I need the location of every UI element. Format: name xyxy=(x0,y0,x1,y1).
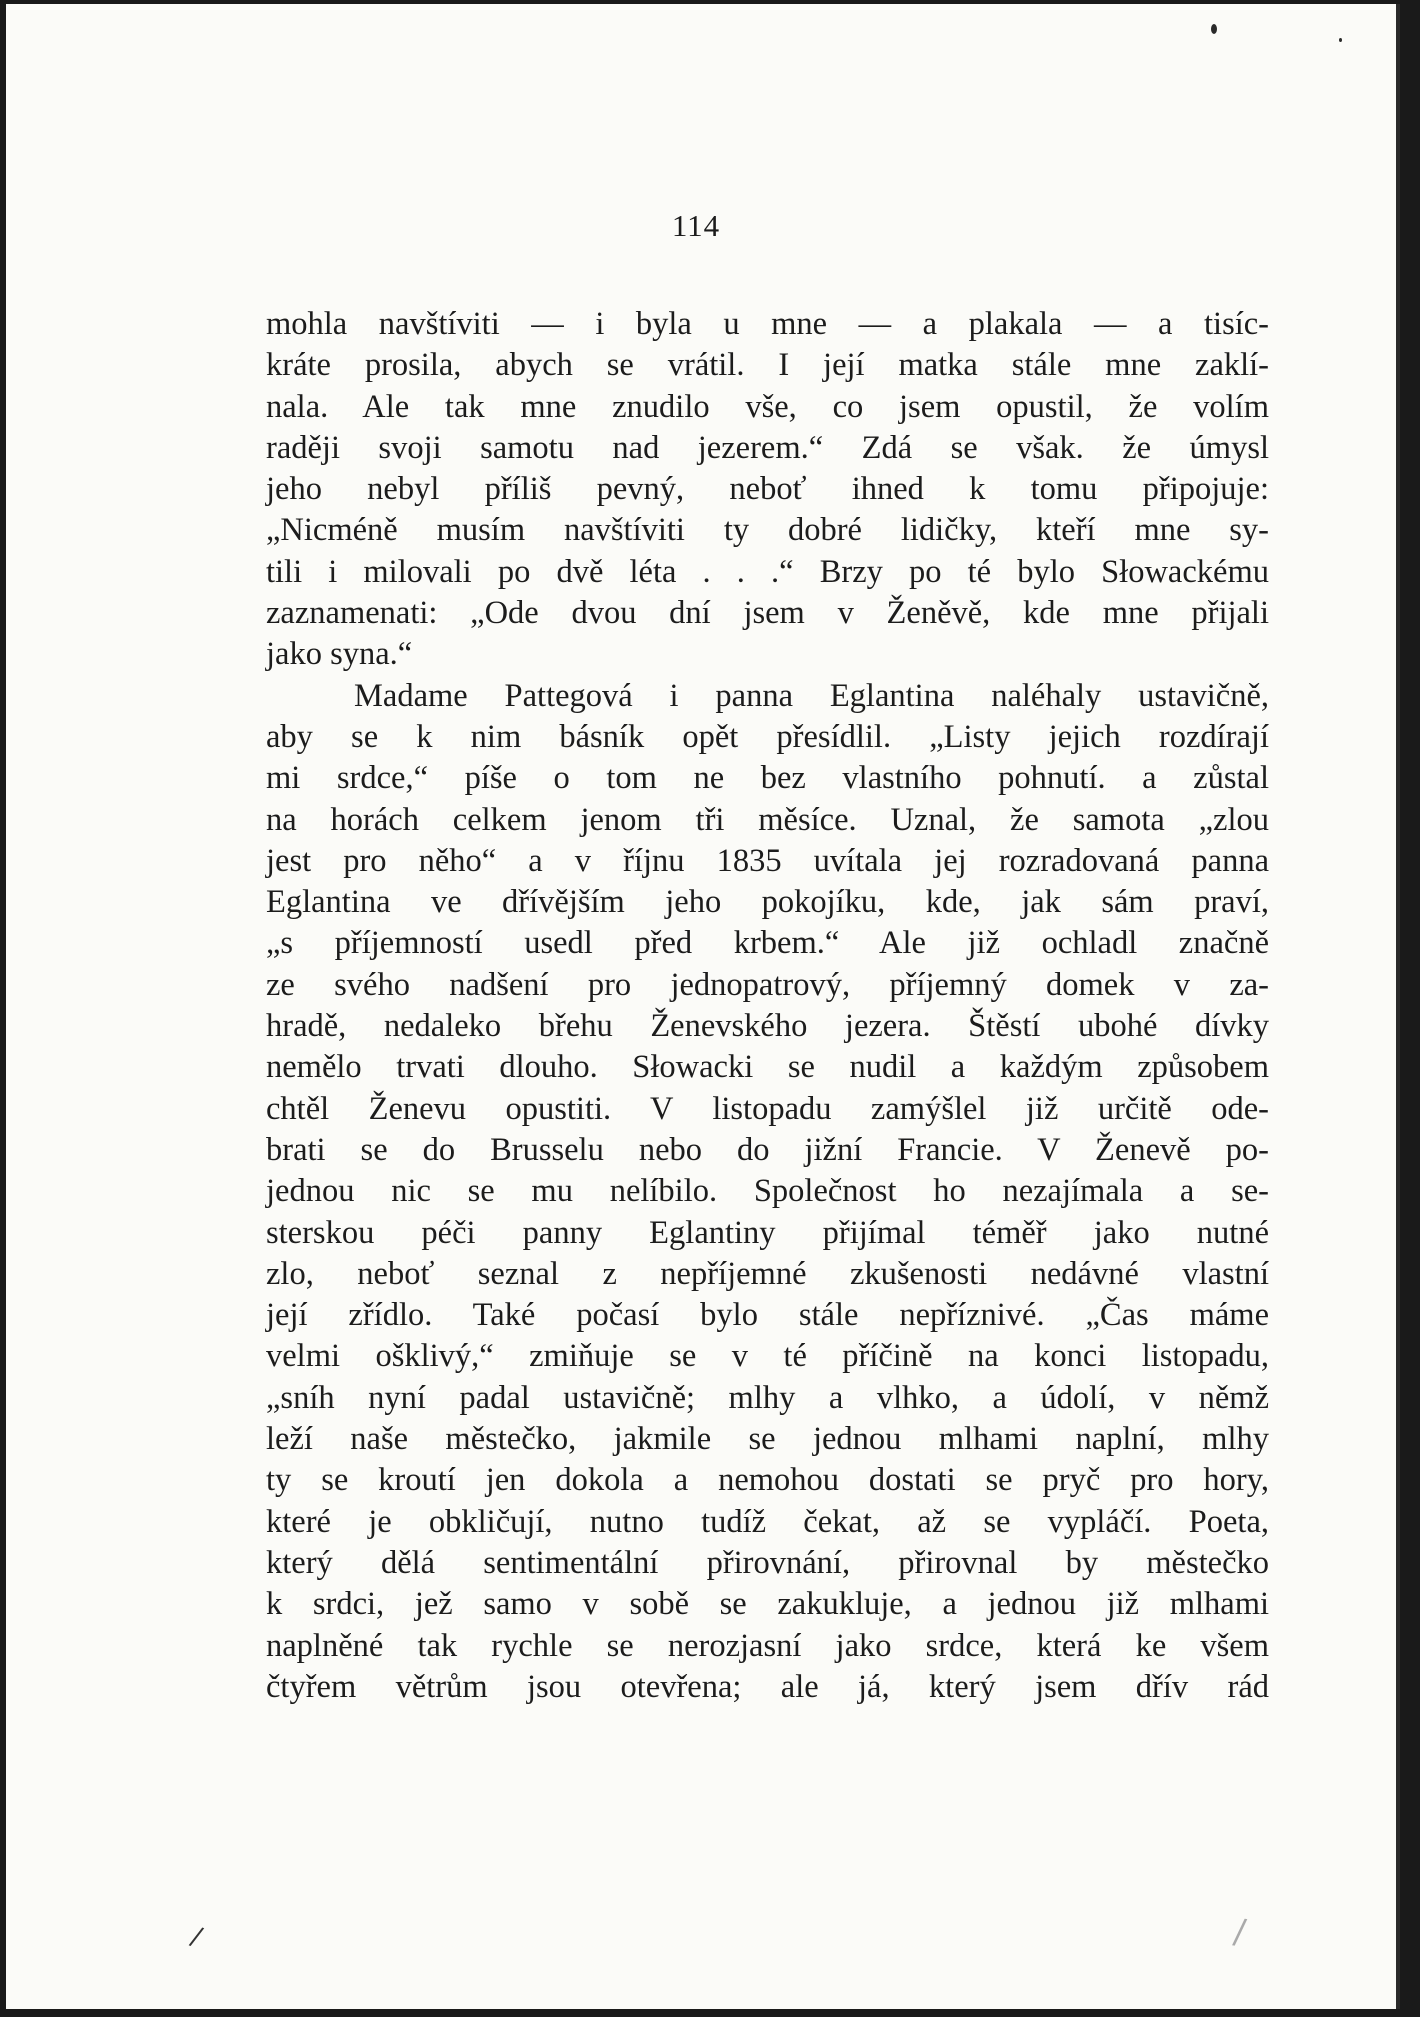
pencil-mark: / xyxy=(187,1921,206,1953)
text-line: velmi ošklivý,“ zmiňuje se v té příčině na konci listopadu, xyxy=(266,1338,1269,1375)
text-line: zaznamenati: „Ode dvou dní jsem v Ženěvě, kde mne přijali xyxy=(266,595,1269,632)
text-line: zlo, neboť seznal z nepříjemné zkušenosti nedávné vlastní xyxy=(266,1255,1269,1292)
book-page xyxy=(6,4,1400,2009)
text-line: sterskou péči panny Eglantiny přijímal téměř jako nutné xyxy=(266,1214,1269,1251)
text-line: jako syna.“ xyxy=(266,636,413,673)
text-line: mohla navštíviti — i byla u mne — a plakala — a tisíc- xyxy=(266,306,1269,342)
text-line: tili i milovali po dvě léta . . .“ Brzy po té bylo Słowackému xyxy=(266,553,1269,590)
text-line: „sníh nyní padal ustavičně; mlhy a vlhko, a údolí, v němž xyxy=(266,1379,1269,1416)
speck-mark xyxy=(1211,24,1217,34)
text-line: „Nicméně musím navštíviti ty dobré lidičky, kteří mne sy- xyxy=(266,512,1269,549)
text-line: čtyřem větrům jsou otevřena; ale já, který jsem dřív rád xyxy=(266,1668,1269,1705)
text-line: jest pro něho“ a v říjnu 1835 uvítala jej rozradovaná panna xyxy=(266,842,1269,879)
text-line: nemělo trvati dlouho. Słowacki se nudil a každým způsobem xyxy=(266,1049,1269,1086)
text-line: Madame Pattegová i panna Eglantina naléhaly ustavičně, xyxy=(354,677,1269,714)
speck-mark xyxy=(1339,38,1342,42)
text-line: který dělá sentimentální přirovnání, přirovnal by městečko xyxy=(266,1544,1269,1581)
text-line: k srdci, jež samo v sobě se zakukluje, a jednou již mlhami xyxy=(266,1586,1269,1623)
text-line: její zřídlo. Také počasí bylo stále nepříznivé. „Čas máme xyxy=(266,1297,1269,1334)
text-line: „s příjemností usedl před krbem.“ Ale již ochladl značně xyxy=(266,925,1269,962)
page-number: 114 xyxy=(671,208,721,243)
text-line: chtěl Ženevu opustiti. V listopadu zamýšlel již určitě ode- xyxy=(266,1090,1269,1127)
pencil-mark: / xyxy=(1231,1911,1249,1953)
text-line: hradě, nedaleko břehu Ženevského jezera. Štěstí ubohé dívky xyxy=(266,1008,1269,1045)
text-line: jeho nebyl příliš pevný, neboť ihned k tomu připojuje: xyxy=(266,471,1269,508)
text-line: nala. Ale tak mne znudilo vše, co jsem opustil, že volím xyxy=(266,388,1269,425)
text-line: mi srdce,“ píše o tom ne bez vlastního pohnutí. a zůstal xyxy=(266,760,1269,797)
text-line: raději svoji samotu nad jezerem.“ Zdá se však. že úmysl xyxy=(266,429,1269,466)
text-line: které je obkličují, nutno tudíž čekat, až se vypláčí. Poeta, xyxy=(266,1503,1269,1540)
text-line: naplněné tak rychle se nerozjasní jako srdce, která ke všem xyxy=(266,1627,1269,1664)
body-text xyxy=(266,304,1269,1708)
text-line: Eglantina ve dřívějším jeho pokojíku, kde, jak sám praví, xyxy=(266,884,1269,921)
text-line: jednou nic se mu nelíbilo. Společnost ho nezajímala a se- xyxy=(266,1173,1269,1210)
text-line: aby se k nim básník opět přesídlil. „Listy jejich rozdírají xyxy=(266,718,1269,755)
text-line: leží naše městečko, jakmile se jednou mlhami naplní, mlhy xyxy=(266,1421,1269,1458)
text-line: brati se do Brusselu nebo do jižní Francie. V Ženevě po- xyxy=(266,1131,1269,1168)
text-line: ze svého nadšení pro jednopatrový, příjemný domek v za- xyxy=(266,966,1269,1003)
text-line: ty se kroutí jen dokola a nemohou dostati se pryč pro hory, xyxy=(266,1462,1269,1499)
text-line: na horách celkem jenom tři měsíce. Uznal, že samota „zlou xyxy=(266,801,1269,838)
text-line: kráte prosila, abych se vrátil. I její matka stále mne zaklí- xyxy=(266,347,1269,384)
